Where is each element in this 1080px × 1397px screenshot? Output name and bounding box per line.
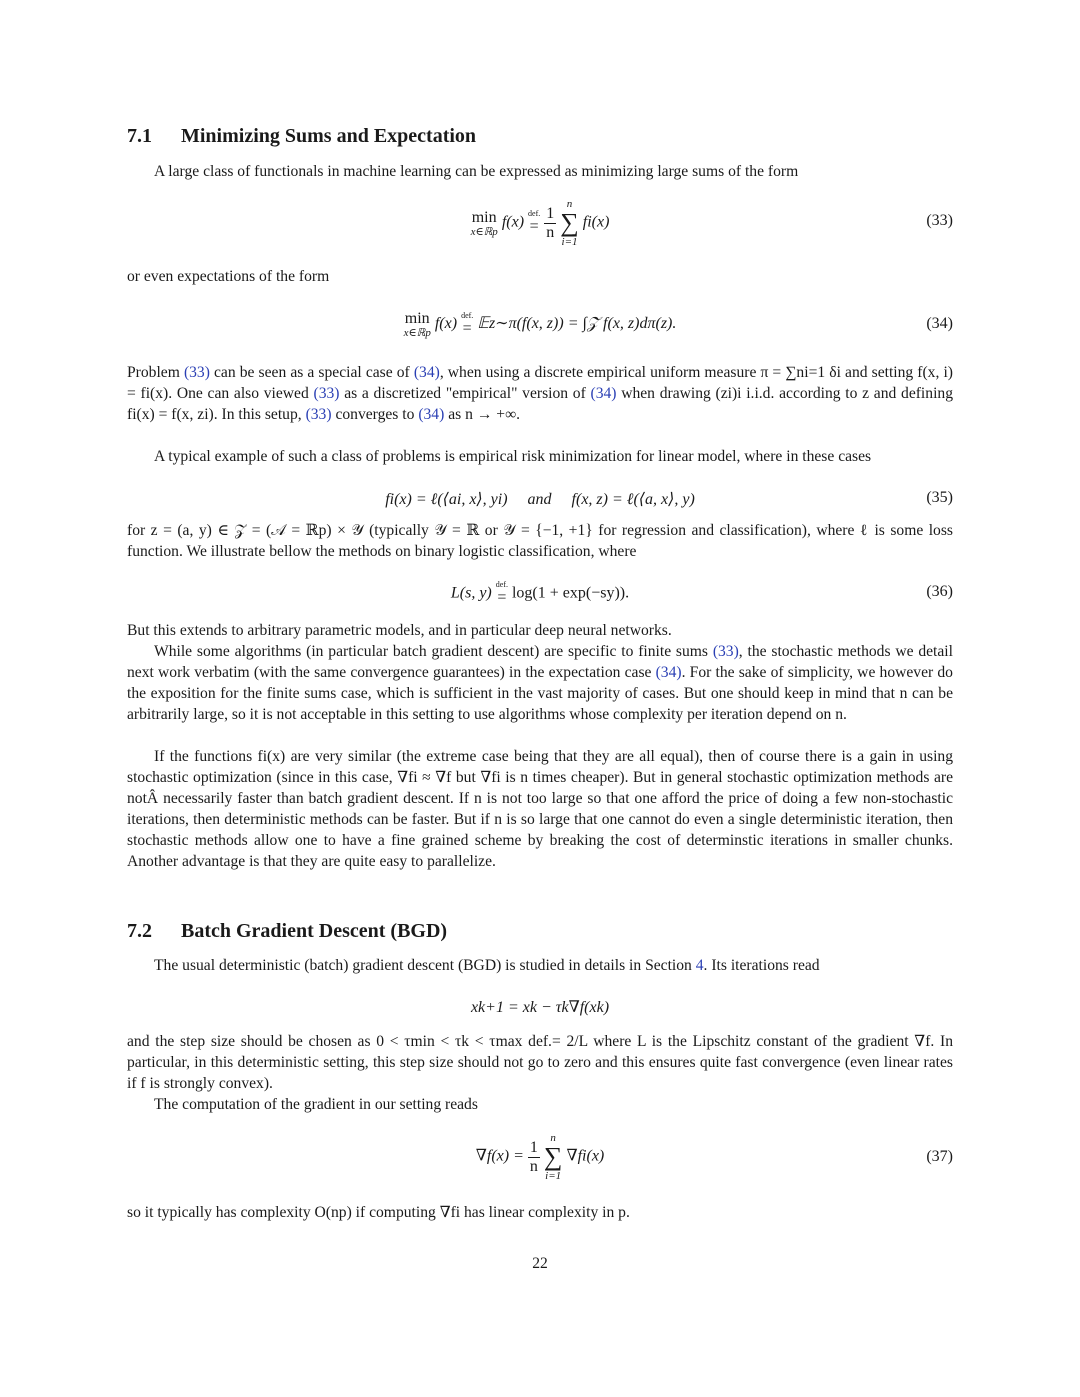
paragraph-typical: A typical example of such a class of problems is empirical risk minimization for linear model, where in these cases (154, 448, 872, 465)
eq34-lhs: f(x) (434, 315, 458, 333)
paragraph-for: for z = (a, y) ∈ 𝒵 = (𝒜 = ℝp) × 𝒴 (typically 𝒴 = ℝ or 𝒴 = {−1, +1} for regression and classification), where ℓ is some loss function. We illustrate bellow the methods on binary logistic classification, where (127, 522, 953, 560)
equation-iteration: xk+1 = xk − τk∇f(xk) (470, 999, 610, 1016)
equation-ref-link[interactable]: (34) (590, 385, 617, 402)
equation-ref-link[interactable]: (33) (712, 643, 739, 660)
equation-ref-link[interactable]: (34) (413, 364, 440, 381)
paragraph-if: If the functions fi(x) are very similar (the extreme case being that they are all equal), then of course there is a gain in using stochastic optimization (since in this case, ∇fi ≈ ∇f but ∇fi is n times cheaper). But in general stochastic optimization methods are notÂ necessarily faster than batch gradient descent. If n is not too large so that one afford the price of doing a few non-stochastic iterations, then deterministic methods can be faster. But if n is so large that one cannot do even a single deterministic iteration, then stochastic methods allow one to have a fine grained scheme by breaking the cost of determinstic iterations in smaller chunks. Another advantage is that they are quite easy to parallelize. (127, 748, 953, 870)
paragraph-intro: A large class of functionals in machine learning can be expressed as minimizing large sums of the form (154, 163, 799, 180)
equation-34 (127, 310, 953, 339)
equation-number: (34) (926, 315, 953, 332)
eq35-content: fi(x) = ℓ(⟨ai, x⟩, yi) and f(x, z) = ℓ(⟨a, x⟩, y) (385, 491, 695, 508)
equation-number: (33) (926, 212, 953, 229)
fraction: $\frac{1}{n}$ (529, 1138, 538, 1175)
paragraph-step: and the step size should be chosen as 0 < τmin < τk < τmax def.= 2/L where L is the Lipschitz constant of the gradient ∇f. In particular, in this deterministic setting, this step size should not go to zero and this ensures quite fast convergence (even linear rates if f is strongly convex). (127, 1033, 953, 1092)
paragraph-usual: The usual deterministic (batch) gradient descent (BGD) is studied in details in Section 4. Its iterations read (154, 957, 820, 974)
equation-35 (127, 489, 953, 509)
equation-number: (35) (926, 489, 953, 506)
paragraph-or: or even expectations of the form (127, 268, 330, 285)
min-operator: min x∈ℝp (403, 310, 431, 339)
min-operator: min x∈ℝp (470, 208, 498, 238)
sum-symbol: n ∑ i=1 (560, 198, 579, 248)
def-equals: def. = (528, 209, 541, 235)
equation-ref-link[interactable]: (34) (655, 664, 682, 681)
equation-number: (37) (926, 1148, 953, 1165)
paragraph-while: While some algorithms (in particular batch gradient descent) are specific to finite sums (33), the stochastic methods we detail next work verbatim (with the same convergence guarantees) in the expectation case (34). For the sake of simplicity, we however do the exposition for the finite sums case, which is sufficient in the vast majority of cases. But one should keep in mind that n can be arbitrarily large, so it is not acceptable in this setting to use algorithms whose complexity per iteration depend on n. (127, 643, 953, 723)
equation-36 (127, 581, 953, 607)
eq33-term: fi(x) (582, 213, 610, 231)
def-equals: def. = (461, 310, 474, 337)
fraction: $\frac{1}{n}$ (546, 204, 555, 241)
section-number: 7.2 (127, 920, 152, 942)
def-equals: def. = (495, 580, 508, 606)
paragraph-but: But this extends to arbitrary parametric models, and in particular deep neural networks. (127, 622, 672, 639)
equation-ref-link[interactable]: (33) (305, 406, 332, 423)
page-number: 22 (532, 1255, 548, 1272)
section-heading-7-1 (127, 125, 476, 148)
eq36-lhs: L(s, y) (450, 584, 492, 602)
equation-ref-link[interactable]: (34) (418, 406, 445, 423)
equation-ref-link[interactable]: (33) (183, 364, 210, 381)
sum-symbol: n ∑ i=1 (543, 1132, 563, 1182)
section-number: 7.1 (127, 125, 152, 147)
eq37-lhs: ∇f(x) = (475, 1147, 524, 1165)
section-title: Batch Gradient Descent (BGD) (181, 920, 448, 942)
eq34-rhs: 𝔼z∼π(f(x, z)) = ∫𝒵 f(x, z)dπ(z). (477, 315, 677, 333)
paragraph-so: so it typically has complexity O(np) if computing ∇fi has linear complexity in p. (127, 1204, 630, 1221)
eq33-lhs: f(x) (501, 213, 525, 231)
paragraph-problem: Problem (33) can be seen as a special case of (34), when using a discrete empirical uniform measure π = ∑ni=1 δi and setting f(x, i) = fi(x). One can also viewed (33) as a discretized "empirical" version of (34) when drawing (zi)i i.i.d. according to z and defining fi(x) = f(x, zi). In this setup, (33) converges to (34) as n → +∞. (127, 364, 953, 423)
equation-ref-link[interactable]: (33) (313, 385, 340, 402)
eq37-term: ∇fi(x) (566, 1147, 605, 1165)
section-heading-7-2 (127, 920, 447, 943)
equation-37 (127, 1132, 953, 1182)
section-ref-link[interactable]: 4 (695, 957, 704, 974)
section-title: Minimizing Sums and Expectation (181, 125, 477, 147)
equation-number: (36) (926, 583, 953, 600)
equation-33 (127, 198, 953, 248)
eq36-rhs: log(1 + exp(−sy)). (511, 584, 630, 602)
paragraph-computation: The computation of the gradient in our setting reads (154, 1096, 478, 1113)
